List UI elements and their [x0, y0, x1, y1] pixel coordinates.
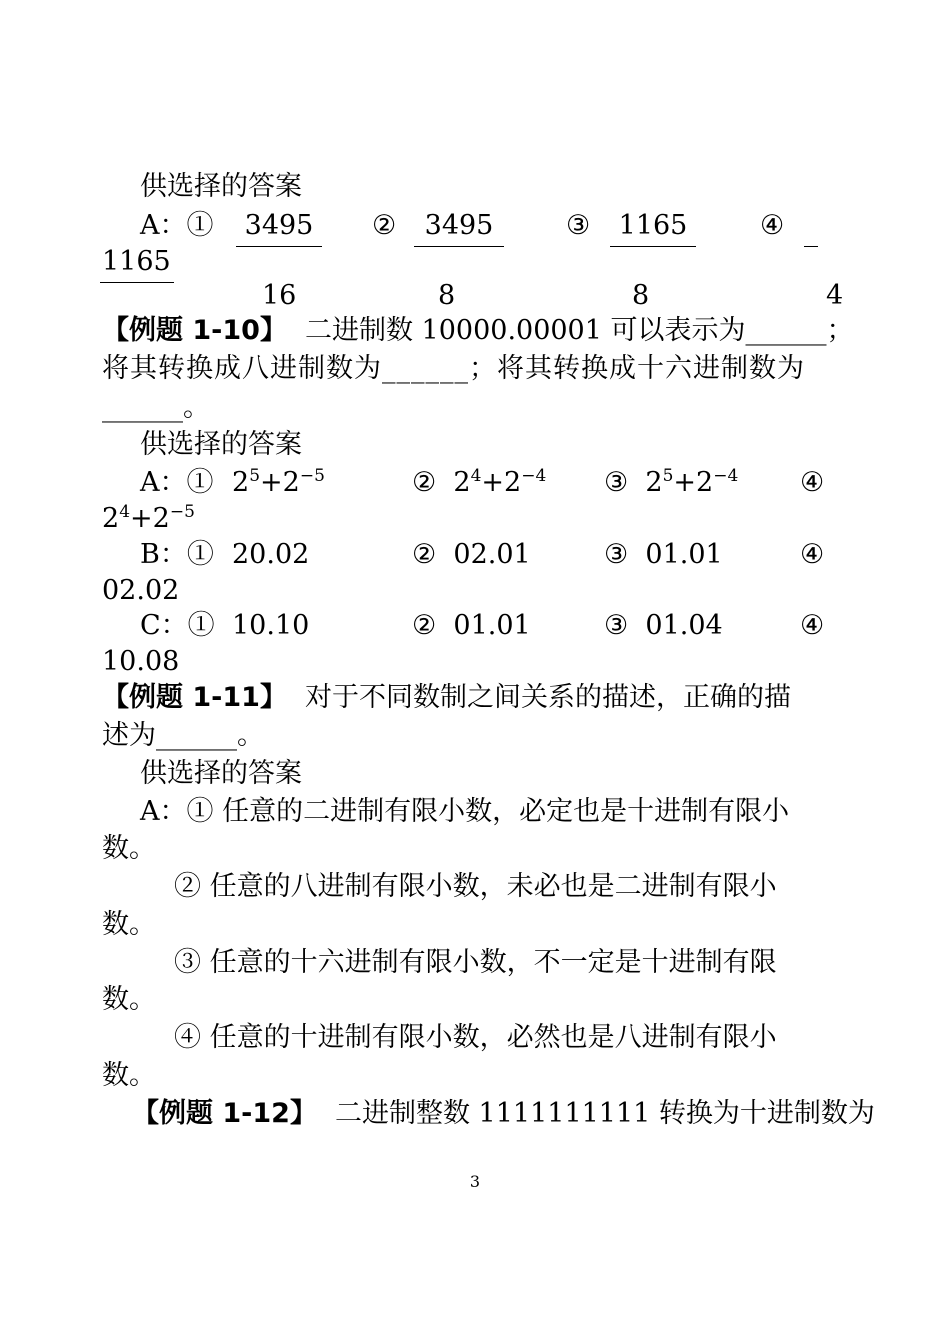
fraction-numerator-2: 3495 [424, 210, 494, 241]
choice-c-option-2: ② 01.01 [412, 610, 531, 641]
example-1-10-label: 【例题 1-10】 [102, 315, 287, 346]
choice-a-option-3: ③ $2^5+2^{-4}$ [604, 466, 739, 498]
example-1-11-option-1: A：① 任意的二进制有限小数，必定也是十进制有限小 [140, 796, 790, 827]
example-1-11-option-4: ④ 任意的十进制有限小数，必然也是八进制有限小 [174, 1022, 777, 1053]
option-4-mark-prev: ④ [760, 210, 785, 241]
example-1-12-question-line-1 [132, 1097, 875, 1131]
fraction-bar-2 [414, 246, 504, 247]
choice-a-prefix-prev: A：① [140, 210, 214, 241]
example-1-11-option-3-cont: 数。 [102, 984, 156, 1015]
example-1-11-option-1-cont: 数。 [102, 833, 156, 864]
choice-c-option-4: 10.08 [102, 646, 180, 677]
option-2-mark-prev: ② [372, 210, 397, 241]
choice-a-option-4-mark: ④ [800, 467, 825, 498]
example-1-10-question-line-3: ______。 [102, 392, 210, 423]
choice-b-option-3: ③ 01.01 [604, 539, 723, 570]
fraction-bar-4 [100, 282, 174, 283]
example-1-11-question-line-1 [102, 681, 791, 715]
example-1-11-label: 【例题 1-11】 [102, 682, 287, 713]
fraction-denominator-3: 8 [632, 280, 650, 311]
fraction-denominator-1: 16 [262, 280, 297, 311]
choice-a-option-1: $2^5+2^{-5}$ [232, 466, 325, 498]
example-1-10-question-line-1 [102, 314, 854, 348]
choice-a-option-2: ② $2^4+2^{-4}$ [412, 466, 547, 498]
example-1-10-text-1: 二进制数 10000.00001 可以表示为______； [304, 315, 854, 346]
example-1-12-label: 【例题 1-12】 [132, 1098, 317, 1129]
fraction-bar-1 [236, 246, 322, 247]
fraction-denominator-4: 4 [826, 280, 844, 311]
example-1-11-question-line-2: 述为______。 [102, 720, 264, 751]
choices-header-1-11: 供选择的答案 [140, 758, 302, 789]
fraction-numerator-4: 1165 [102, 246, 171, 277]
fraction-denominator-2: 8 [438, 280, 456, 311]
choice-b-option-4-mark: ④ [800, 539, 825, 570]
example-1-10-question-line-2: 将其转换成八进制数为______；将其转换成十六进制数为 [102, 353, 805, 384]
fraction-bar-3 [610, 246, 696, 247]
choice-b-prefix-1-10: B：① [140, 539, 214, 570]
choice-c-option-4-mark: ④ [800, 610, 825, 641]
fraction-bar-4-start [804, 246, 818, 247]
choice-b-option-1: 20.02 [232, 539, 310, 570]
example-1-12-text-1: 二进制整数 1111111111 转换为十进制数为 [334, 1098, 875, 1129]
choice-c-prefix-1-10: C：① [140, 610, 215, 641]
choice-a-prefix-1-10: A：① [140, 467, 214, 498]
choice-c-option-3: ③ 01.04 [604, 610, 723, 641]
choices-header-prev: 供选择的答案 [140, 171, 302, 202]
example-1-11-option-3: ③ 任意的十六进制有限小数，不一定是十进制有限 [174, 947, 777, 978]
fraction-numerator-1: 3495 [244, 210, 314, 241]
option-3-mark-prev: ③ [566, 210, 591, 241]
choice-a-option-4: $2^4+2^{-5}$ [102, 502, 195, 534]
example-1-11-option-4-cont: 数。 [102, 1060, 156, 1091]
choices-header-1-10: 供选择的答案 [140, 429, 302, 460]
example-1-11-option-2: ② 任意的八进制有限小数，未必也是二进制有限小 [174, 871, 777, 902]
example-1-11-option-2-cont: 数。 [102, 909, 156, 940]
example-1-11-text-1: 对于不同数制之间关系的描述，正确的描 [304, 682, 791, 713]
choice-b-option-2: ② 02.01 [412, 539, 531, 570]
choice-b-option-4: 02.02 [102, 575, 180, 606]
page-number: 3 [469, 1172, 481, 1191]
fraction-numerator-3: 1165 [618, 210, 688, 241]
choice-c-option-1: 10.10 [232, 610, 310, 641]
